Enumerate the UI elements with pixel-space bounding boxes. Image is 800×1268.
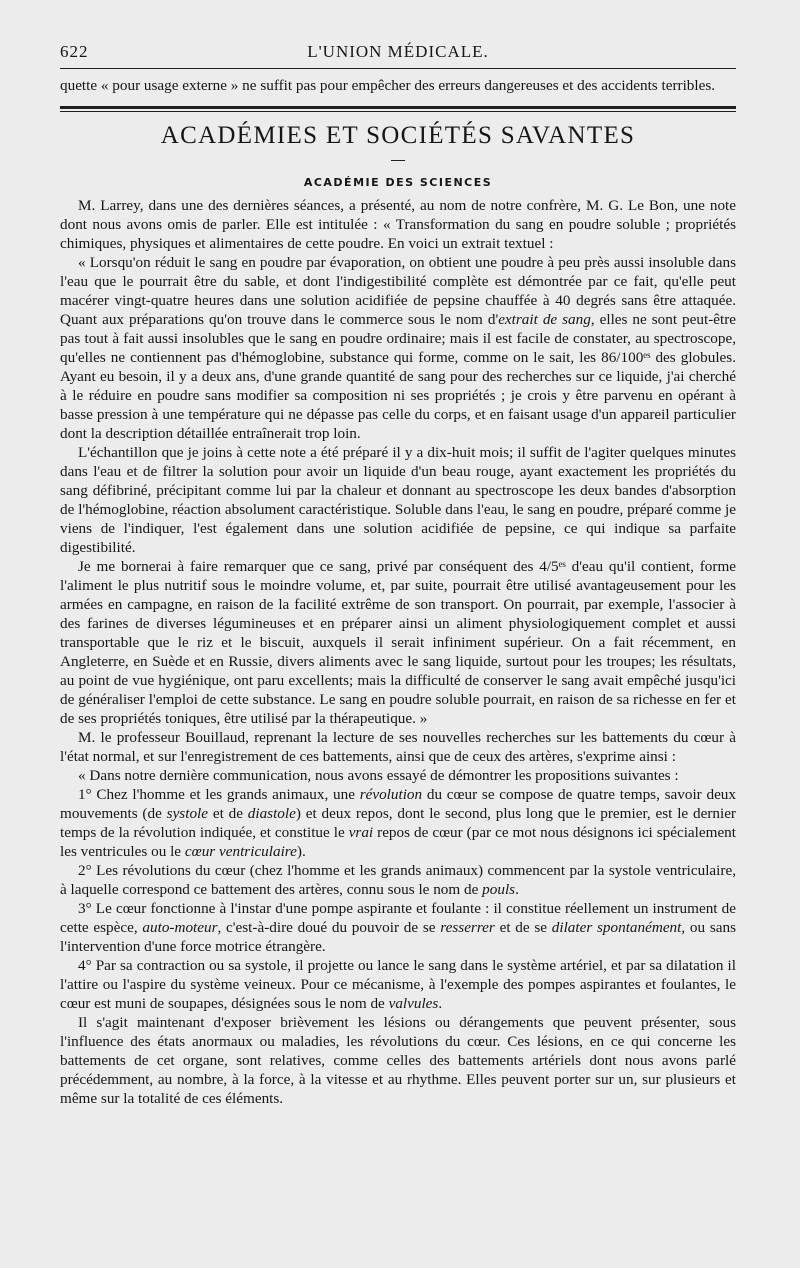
paragraph: « Lorsqu'on réduit le sang en poudre par évaporation, on obtient une poudre à peu près aussi insoluble dans l'eau que le pourrait être du sable, et dont l'indigestibilité complète est démontrée par ce fait, qu'elle peut macérer vingt-quatre heures dans une solution acidifiée de pepsine chauffée à 40 degrés sans être attaquée. Quant aux préparations qu'on trouve dans le commerce sous le nom d'extrait de sang, elles ne sont peut-être pas tout à fait aussi insolubles que le sang en poudre ordinaire; mais il est facile de constater, au spectroscope, qu'elles ne contiennent pas d'hémoglobine, substance qui forme, comme on le sait, les 86/100ᵉˢ des globules. Ayant eu besoin, il y a deux ans, d'une grande quantité de sang pour des recherches sur ce liquide, j'ai cherché à le réduire en poudre sans modifier sa composition ni ses propriétés ; je crois y être parvenu en opérant à basse pression à une température qui ne dépasse pas celle du corps, et en faisant usage d'un appareil particulier dont la description détaillée entraînerait trop loin. xyxy=(60,254,737,442)
paragraph: 2° Les révolutions du cœur (chez l'homme et les grands animaux) commencent par la systole ventriculaire, à laquelle correspond ce battement des artères, connu sous le nom de pouls. xyxy=(60,862,736,898)
paragraph: Je me bornerai à faire remarquer que ce sang, privé par conséquent des 4/5ᵉˢ d'eau qu'il contient, forme l'aliment le plus nutritif sous le moindre volume, et, par suite, pourrait être utilisé avantageusement pour les armées en campagne, en raison de la facilité extrême de son transport. On pourrait, par exemple, l'associer à des farines de diverses légumineuses et en préparer ainsi un aliment physiologiquement complet et aussi transportable que le riz et le biscuit, auxquels il serait infiniment supérieur. On a fait récemment, en Angleterre, en Suède et en Russie, divers aliments avec le sang liquide, surtout pour les troupes; les résultats, au point de vue hygiénique, ont paru excellents; mais la difficulté de conserver le sang avait empêché jusqu'ici de généraliser l'emploi de cette substance. Le sang en poudre soluble pourrait, en raison de sa richesse en fer et de ses propriétés toniques, être utilisé par la thérapeutique. » xyxy=(60,558,736,727)
paragraph: « Dans notre dernière communication, nous avons essayé de démontrer les propositions suivantes : xyxy=(78,767,679,784)
section-title: ACADÉMIES ET SOCIÉTÉS SAVANTES xyxy=(160,122,636,149)
section-divider xyxy=(60,106,736,112)
paragraph: 3° Le cœur fonctionne à l'instar d'une pompe aspirante et foulante : il constitue réellement un instrument de cette espèce, auto-moteur, c'est-à-dire doué du pouvoir de se resserrer et de se dilater spontanément, ou sans l'intervention d'une force motrice étrangère. xyxy=(60,900,737,955)
article-body xyxy=(60,76,736,1108)
paragraph: M. Larrey, dans une des dernières séances, a présenté, au nom de notre confrère, M. G. Le Bon, une note dont nous avons omis de parler. Elle est intitulée : « Transformation du sang en poudre soluble ; propriétés chimiques, physiques et alimentaires de cette poudre. En voici un extrait textuel : xyxy=(60,197,736,252)
paragraph: L'échantillon que je joins à cette note a été préparé il y a dix-huit mois; il suffit de l'agiter quelques minutes dans l'eau et de filtrer la solution pour avoir un liquide d'un beau rouge, ayant exactement les propriétés du sang défibriné, précipitant comme lui par la chaleur et donnant au spectroscope les deux bandes d'absorption de l'hémoglobine, réaction absolument caractéristique. Soluble dans l'eau, le sang en poudre, préparé comme je viens de l'indiquer, l'est également dans une solution acidifiée de pepsine, ce qui indique sa parfaite digestibilité. xyxy=(60,444,736,556)
paragraph: 1° Chez l'homme et les grands animaux, une révolution du cœur se compose de quatre temps, savoir deux mouvements (de systole et de diastole) et deux repos, dont le second, plus long que le premier, est le dernier temps de la révolution indiquée, et constitue le vrai repos de cœur (par ce mot nous désignons ici spécialement les ventricules ou le cœur ventriculaire). xyxy=(60,786,736,860)
subsection-title: ACADÉMIE DES SCIENCES xyxy=(303,176,493,189)
paragraph: Il s'agit maintenant d'exposer brièvement les lésions ou dérangements que peuvent présenter, sous l'influence des états anormaux ou maladies, les révolutions du cœur. Ces lésions, en ce qui concerne les battements de cet organe, sont relatives, comme celles des battements artériels dont nous avons parlé précédemment, au nombre, à la force, à la vitesse et au rhythme. Elles peuvent porter sur un, sur plusieurs et même sur la totalité de ces éléments. xyxy=(60,1014,736,1107)
page-number: 622 xyxy=(60,42,89,61)
journal-title: L'UNION MÉDICALE. xyxy=(307,42,489,61)
header-rule xyxy=(60,68,736,69)
paragraph: M. le professeur Bouillaud, reprenant la lecture de ses nouvelles recherches sur les battements du cœur à l'état normal, et sur l'enregistrement de ces battements, ainsi que de ceux des artères, s'exprime ainsi : xyxy=(60,729,736,765)
running-header xyxy=(60,42,736,66)
intro-text: quette « pour usage externe » ne suffit pas pour empêcher des erreurs dangereuses et des accidents terribles. xyxy=(60,77,716,94)
title-rule xyxy=(391,160,405,161)
paragraph: 4° Par sa contraction ou sa systole, il projette ou lance le sang dans le système artériel, et par sa dilatation il l'attire ou l'aspire du système veineux. Pour ce mécanisme, à l'exemple des pompes aspirantes et foulantes, le cœur est muni de soupapes, désignées sous le nom de valvules. xyxy=(60,957,736,1012)
